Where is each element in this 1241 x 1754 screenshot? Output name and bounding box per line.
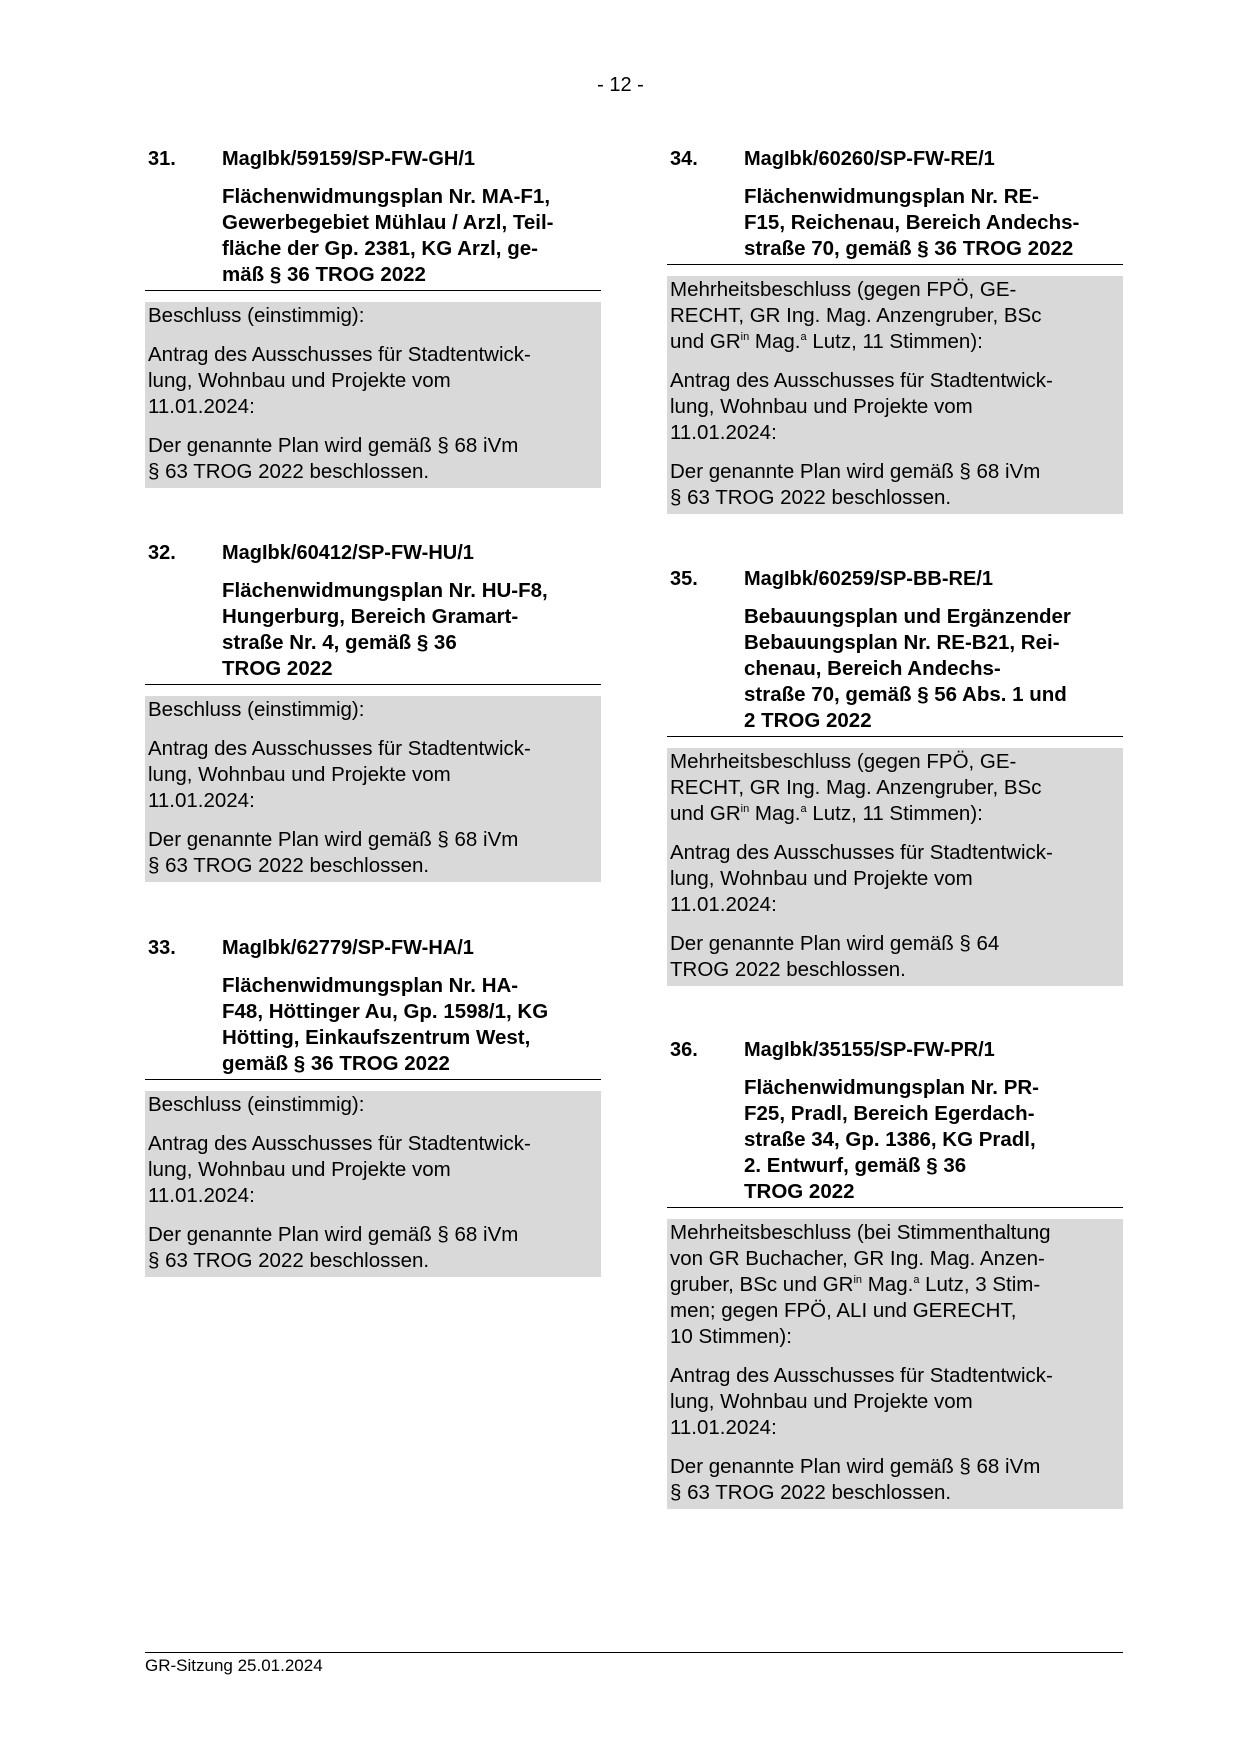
item-reference: MagIbk/60412/SP-FW-HU/1 (222, 542, 474, 564)
page-number: - 12 - (597, 74, 644, 96)
page-footer: GR-Sitzung 25.01.2024 (145, 1652, 1123, 1676)
decision-box (667, 276, 1123, 514)
agenda-item-32 (145, 540, 601, 882)
item-reference: MagIbk/59159/SP-FW-GH/1 (222, 148, 475, 170)
resolution-text: Der genannte Plan wird gemäß § 64 TROG 2022 beschlossen. (670, 932, 1000, 981)
resolution-text: Der genannte Plan wird gemäß § 68 iVm § 63 TROG 2022 beschlossen. (670, 1455, 1041, 1504)
item-title: Flächenwidmungsplan Nr. PR- F25, Pradl, Bereich Egerdach- straße 34, Gp. 1386, KG Pradl, 2. Entwurf, gemäß § 36 TROG 2022 (744, 1076, 1040, 1203)
motion-text: Antrag des Ausschusses für Stadtentwick- lung, Wohnbau und Projekte vom 11.01.2024: (670, 1364, 1053, 1439)
item-reference: MagIbk/62779/SP-FW-HA/1 (222, 937, 474, 959)
item-number: 35. (670, 568, 698, 590)
agenda-item-33 (145, 935, 601, 1277)
motion-text: Antrag des Ausschusses für Stadtentwick- lung, Wohnbau und Projekte vom 11.01.2024: (148, 737, 531, 812)
item-title: Flächenwidmungsplan Nr. MA-F1, Gewerbegebiet Mühlau / Arzl, Teil- fläche der Gp. 2381, KG Arzl, ge- mäß § 36 TROG 2022 (222, 185, 554, 286)
agenda-item-36 (667, 1037, 1123, 1509)
agenda-item-35 (667, 566, 1123, 986)
motion-text: Antrag des Ausschusses für Stadtentwick- lung, Wohnbau und Projekte vom 11.01.2024: (148, 343, 531, 418)
item-number: 32. (148, 542, 176, 564)
decision-box (667, 748, 1123, 986)
resolution-text: Der genannte Plan wird gemäß § 68 iVm § 63 TROG 2022 beschlossen. (148, 828, 519, 877)
item-header (667, 566, 1123, 737)
item-header (667, 1037, 1123, 1208)
agenda-item-34 (667, 146, 1123, 514)
motion-text: Antrag des Ausschusses für Stadtentwick- lung, Wohnbau und Projekte vom 11.01.2024: (670, 369, 1053, 444)
item-reference: MagIbk/60260/SP-FW-RE/1 (744, 148, 995, 170)
item-title: Bebauungsplan und Ergänzender Bebauungsplan Nr. RE-B21, Rei- chenau, Bereich Andechs- straße 70, gemäß § 56 Abs. 1 und 2 TROG 2022 (744, 605, 1071, 732)
motion-text: Antrag des Ausschusses für Stadtentwick- lung, Wohnbau und Projekte vom 11.01.2024: (670, 841, 1053, 916)
decision-text: Mehrheitsbeschluss (gegen FPÖ, GE- RECHT, GR Ing. Mag. Anzengruber, BSc und $GR^{in}$ Mag.$^a$ Lutz, 11 Stimmen): (670, 750, 1042, 825)
motion-text: Antrag des Ausschusses für Stadtentwick- lung, Wohnbau und Projekte vom 11.01.2024: (148, 1132, 531, 1207)
agenda-item-31 (145, 146, 601, 488)
resolution-text: Der genannte Plan wird gemäß § 68 iVm § 63 TROG 2022 beschlossen. (148, 434, 519, 483)
item-header (145, 540, 601, 685)
item-number: 36. (670, 1039, 698, 1061)
decision-box (145, 302, 601, 488)
decision-text: Mehrheitsbeschluss (gegen FPÖ, GE- RECHT, GR Ing. Mag. Anzengruber, BSc und $GR^{in}$ Mag.$^a$ Lutz, 11 Stimmen): (670, 278, 1042, 353)
item-header (145, 146, 601, 291)
decision-box (145, 1091, 601, 1277)
decision-text: Beschluss (einstimmig): (148, 1093, 365, 1116)
resolution-text: Der genannte Plan wird gemäß § 68 iVm § 63 TROG 2022 beschlossen. (670, 460, 1041, 509)
resolution-text: Der genannte Plan wird gemäß § 68 iVm § 63 TROG 2022 beschlossen. (148, 1223, 519, 1272)
item-number: 31. (148, 148, 176, 170)
item-reference: MagIbk/60259/SP-BB-RE/1 (744, 568, 993, 590)
item-number: 34. (670, 148, 698, 170)
decision-box (667, 1219, 1123, 1509)
item-title: Flächenwidmungsplan Nr. HA- F48, Höttinger Au, Gp. 1598/1, KG Hötting, Einkaufszentrum West, gemäß § 36 TROG 2022 (222, 974, 549, 1075)
item-reference: MagIbk/35155/SP-FW-PR/1 (744, 1039, 995, 1061)
decision-text: Beschluss (einstimmig): (148, 698, 365, 721)
item-title: Flächenwidmungsplan Nr. RE- F15, Reichenau, Bereich Andechs- straße 70, gemäß § 36 TROG 2022 (744, 185, 1080, 260)
item-header (667, 146, 1123, 265)
item-title: Flächenwidmungsplan Nr. HU-F8, Hungerburg, Bereich Gramart- straße Nr. 4, gemäß § 36 TROG 2022 (222, 579, 548, 680)
item-header (145, 935, 601, 1080)
item-number: 33. (148, 937, 176, 959)
decision-text: Beschluss (einstimmig): (148, 304, 365, 327)
decision-box (145, 696, 601, 882)
decision-text: Mehrheitsbeschluss (bei Stimmenthaltung von GR Buchacher, GR Ing. Mag. Anzen- gruber, BSc und $GR^{in}$ Mag.$^a$ Lutz, 3 Stim- men; gegen FPÖ, ALI und GERECHT, 10 Stimmen): (670, 1221, 1051, 1348)
